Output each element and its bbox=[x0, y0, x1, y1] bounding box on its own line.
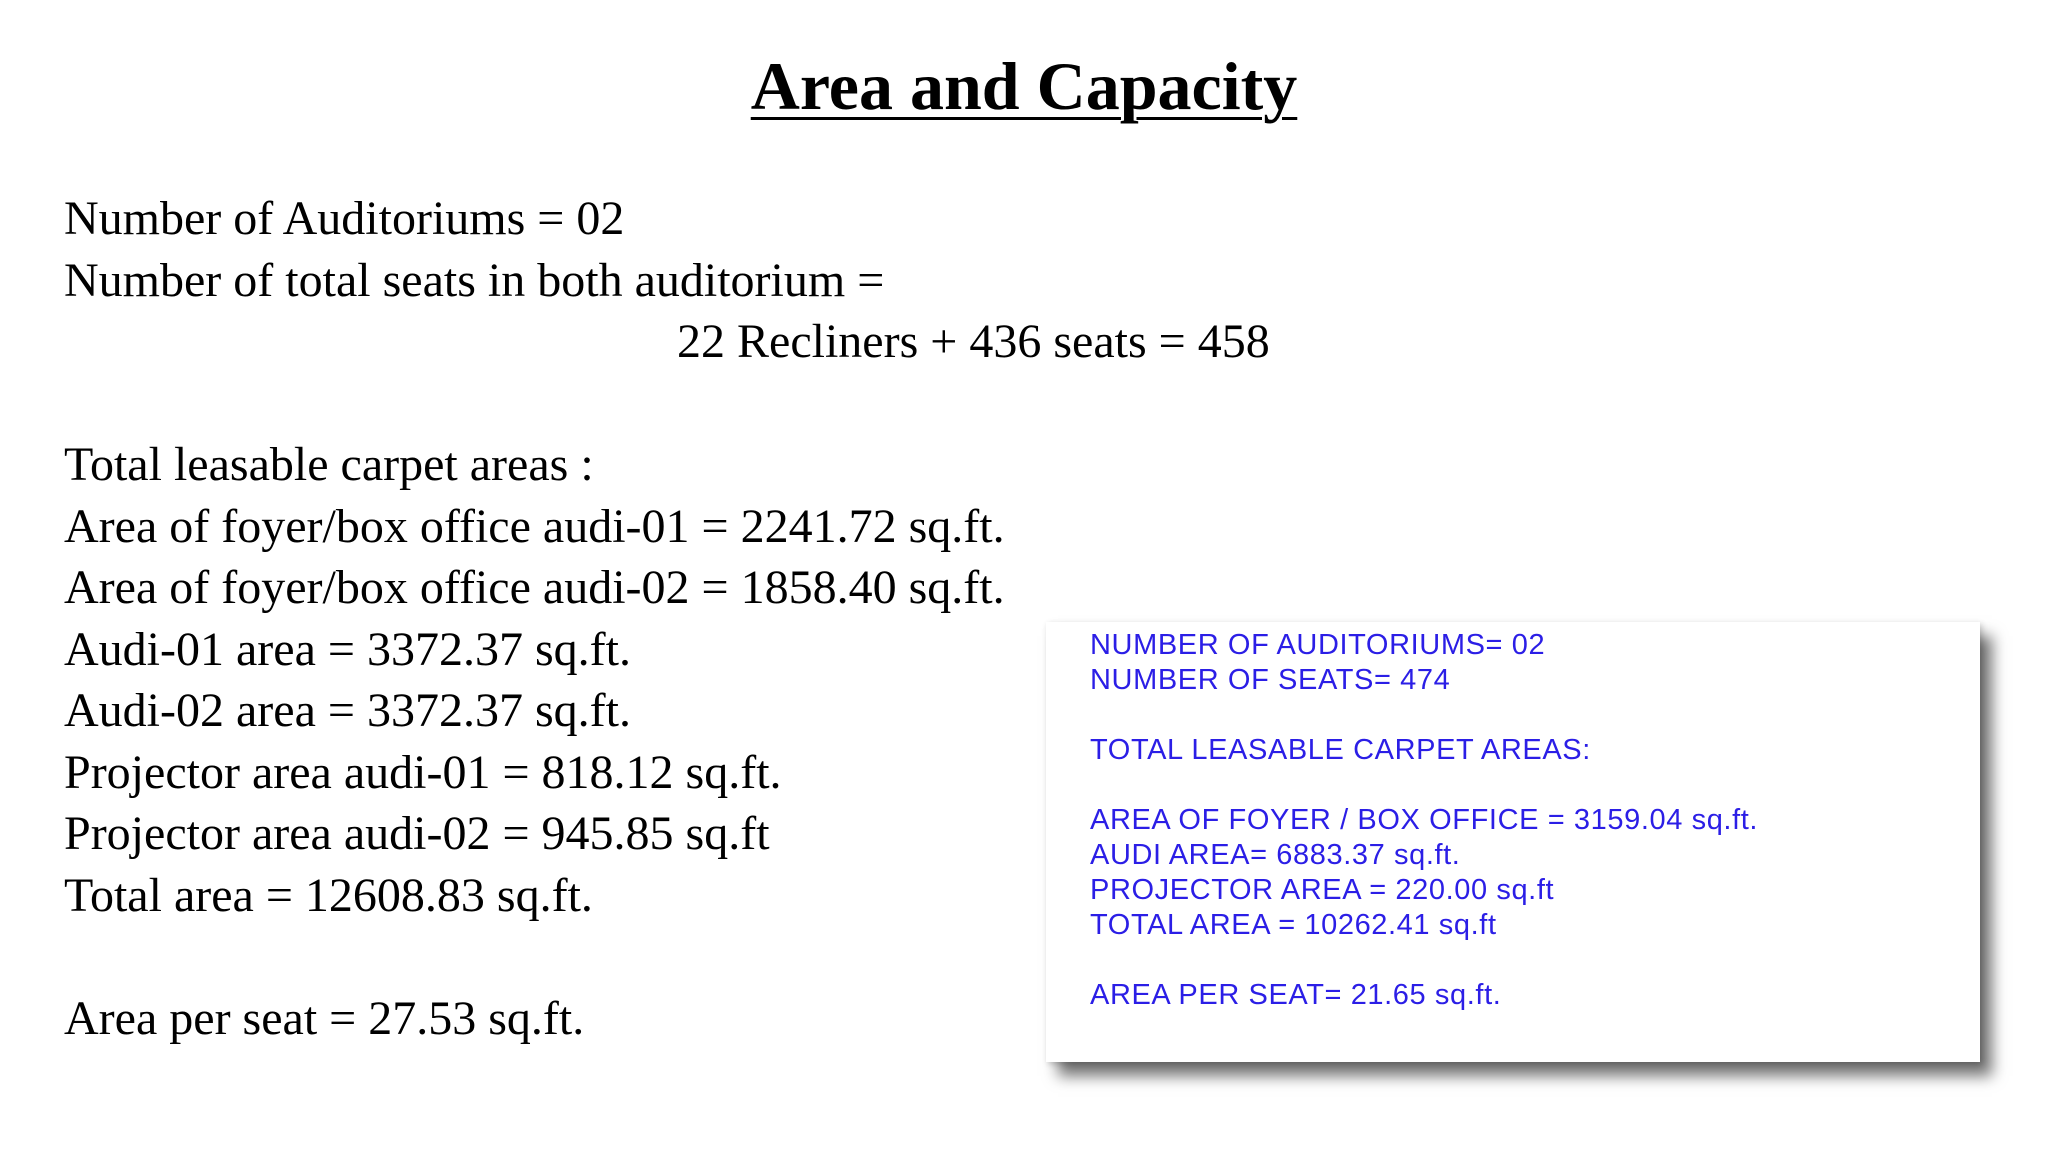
inset-foyer-area: AREA OF FOYER / BOX OFFICE = 3159.04 sq.ft. bbox=[1090, 804, 1759, 836]
inset-area-per-seat: AREA PER SEAT= 21.65 sq.ft. bbox=[1090, 979, 1502, 1011]
spacer bbox=[1090, 943, 1758, 978]
inset-audi-area: AUDI AREA= 6883.37 sq.ft. bbox=[1090, 839, 1461, 871]
total-seats-value: 22 Recliners + 436 seats = 458 bbox=[677, 315, 1270, 368]
area-per-seat-line: Area per seat = 27.53 sq.ft. bbox=[64, 991, 585, 1045]
spacer bbox=[1090, 698, 1758, 733]
auditorium-count-line: Number of Auditoriums = 02 bbox=[64, 192, 625, 245]
page-title bbox=[0, 44, 2048, 128]
foyer-audi-01-line: Area of foyer/box office audi-01 = 2241.72 sq.ft. bbox=[64, 499, 1005, 553]
projector-audi-02-line: Projector area audi-02 = 945.85 sq.ft bbox=[64, 807, 770, 860]
foyer-audi-02-line: Area of foyer/box office audi-02 = 1858.40 sq.ft. bbox=[64, 561, 1005, 614]
spacer bbox=[1090, 768, 1758, 803]
page-title-text: Area and Capacity bbox=[750, 48, 1298, 124]
inset-summary-text bbox=[1090, 628, 1758, 1013]
leasable-heading: Total leasable carpet areas : bbox=[64, 438, 594, 491]
inset-summary-card bbox=[1046, 622, 1980, 1062]
total-seats-label: Number of total seats in both auditorium = bbox=[64, 253, 885, 307]
inset-leasable-heading: TOTAL LEASABLE CARPET AREAS: bbox=[1090, 734, 1591, 766]
inset-projector-area: PROJECTOR AREA = 220.00 sq.ft bbox=[1090, 874, 1555, 906]
total-area-line: Total area = 12608.83 sq.ft. bbox=[64, 868, 593, 922]
audi-01-area-line: Audi-01 area = 3372.37 sq.ft. bbox=[64, 622, 631, 676]
inset-auditorium-count: NUMBER OF AUDITORIUMS= 02 bbox=[1090, 629, 1546, 661]
inset-seat-count: NUMBER OF SEATS= 474 bbox=[1090, 664, 1451, 696]
inset-total-area: TOTAL AREA = 10262.41 sq.ft bbox=[1090, 909, 1497, 941]
audi-02-area-line: Audi-02 area = 3372.37 sq.ft. bbox=[64, 684, 631, 737]
projector-audi-01-line: Projector area audi-01 = 818.12 sq.ft. bbox=[64, 745, 782, 799]
spacer bbox=[64, 373, 1364, 435]
